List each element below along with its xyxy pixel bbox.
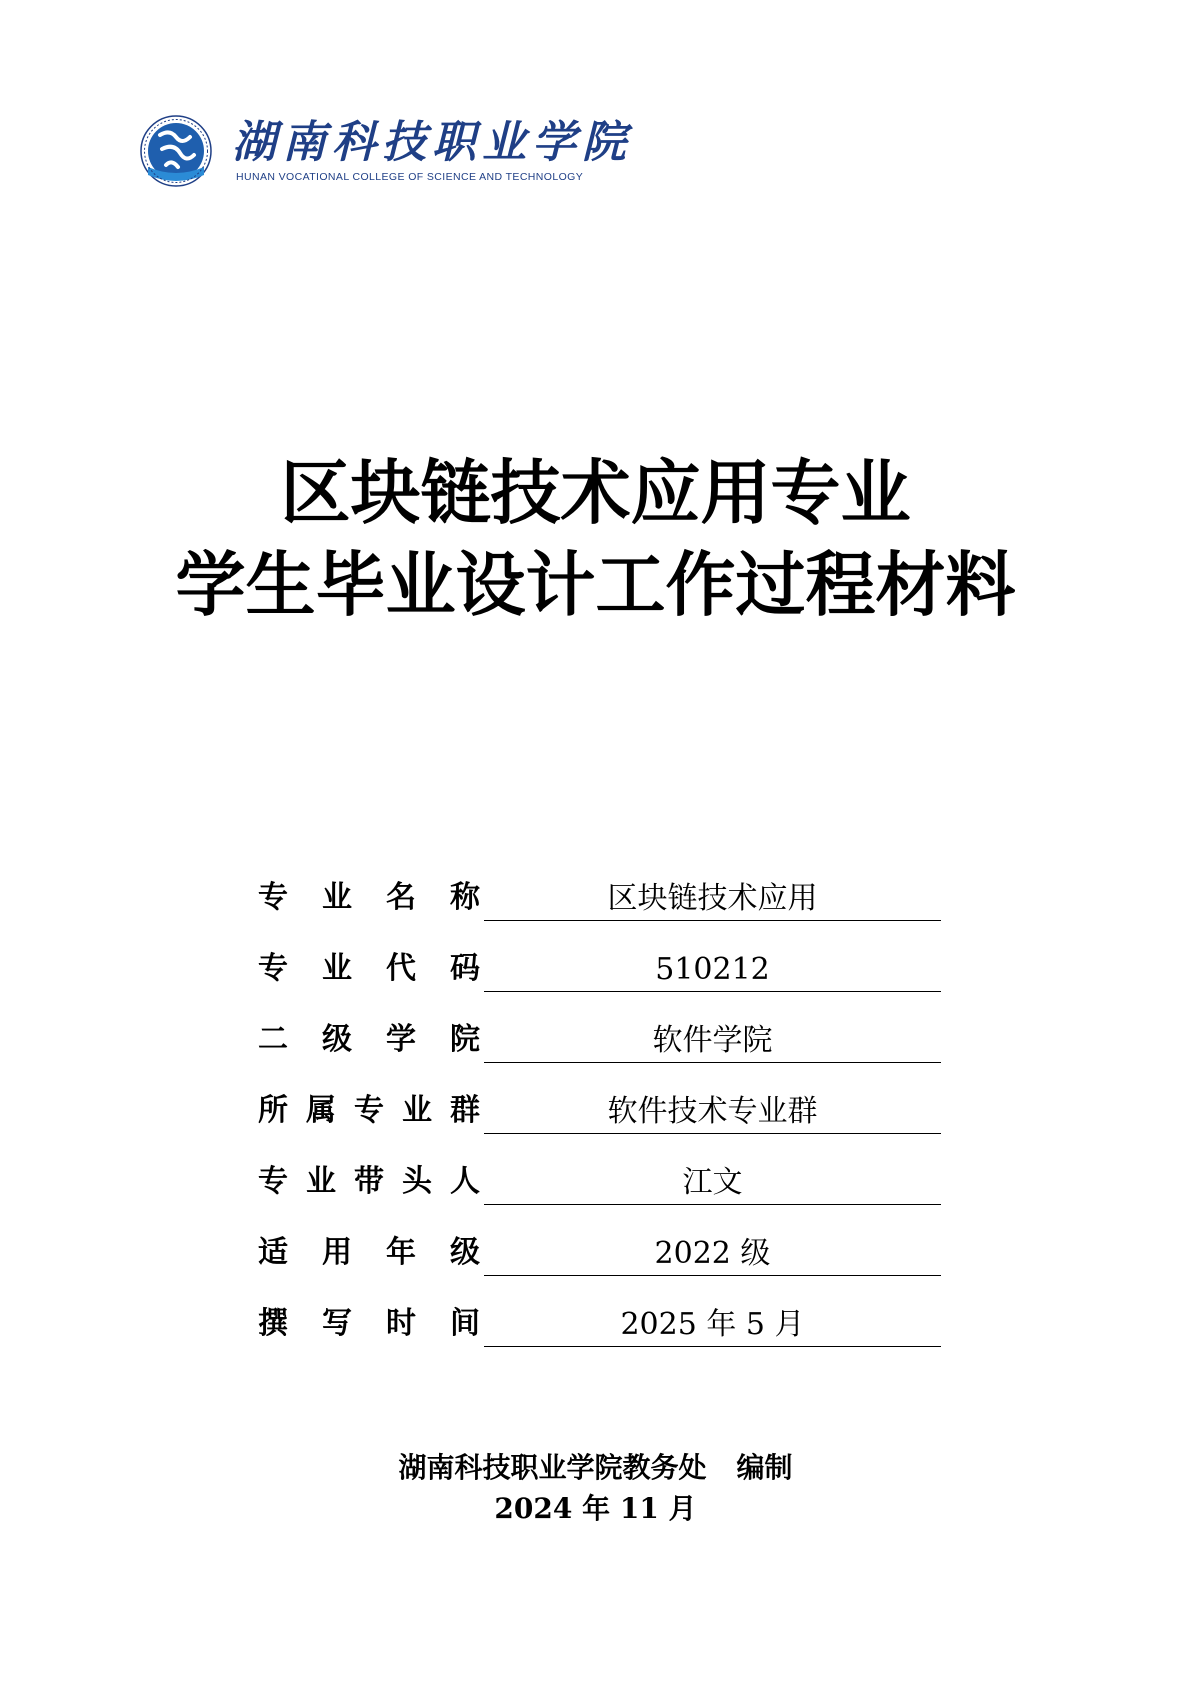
info-label-char: 专 — [258, 951, 288, 986]
info-row — [258, 1010, 948, 1081]
info-value: 区块链技术应用 — [484, 868, 941, 921]
document-title-line-1: 区块链技术应用专业 — [280, 452, 911, 534]
info-label — [258, 1089, 480, 1133]
info-label — [258, 947, 480, 991]
footer-compiler — [0, 1446, 1191, 1486]
info-label — [258, 1302, 480, 1346]
info-label — [258, 876, 480, 920]
info-label-char: 专 — [258, 1164, 288, 1199]
info-label-char: 年 — [386, 1235, 416, 1270]
info-label-char: 代 — [386, 951, 416, 986]
info-label-char: 用 — [322, 1235, 352, 1270]
footer-date: 2024 年 11 月 — [494, 1492, 697, 1525]
info-row — [258, 1081, 948, 1152]
info-label-char: 群 — [450, 1093, 480, 1128]
info-label-char: 二 — [258, 1022, 288, 1057]
info-label-char: 称 — [450, 880, 480, 915]
info-value: 软件学院 — [484, 1010, 941, 1063]
info-row — [258, 1294, 948, 1365]
info-value: 510212 — [484, 939, 941, 992]
info-label-char: 专 — [258, 880, 288, 915]
info-row — [258, 1152, 948, 1223]
info-label — [258, 1231, 480, 1275]
info-label-char: 带 — [354, 1164, 384, 1199]
info-label-char: 属 — [306, 1093, 336, 1128]
college-name-calligraphy: 湖南科技职业学院 — [232, 117, 632, 168]
info-table — [258, 868, 948, 1365]
footer-action: 编制 — [736, 1451, 793, 1484]
info-label-char: 业 — [322, 951, 352, 986]
info-label-char: 适 — [258, 1235, 288, 1270]
info-label-char: 撰 — [258, 1306, 288, 1341]
info-label-char: 名 — [386, 880, 416, 915]
info-value: 软件技术专业群 — [484, 1081, 941, 1134]
info-label — [258, 1160, 480, 1204]
college-emblem-icon — [140, 115, 212, 187]
info-label-char: 时 — [386, 1306, 416, 1341]
info-label-char: 级 — [322, 1022, 352, 1057]
info-row — [258, 1223, 948, 1294]
info-label-char: 业 — [322, 880, 352, 915]
info-label-char: 间 — [450, 1306, 480, 1341]
info-row — [258, 868, 948, 939]
info-row — [258, 939, 948, 1010]
info-label-char: 专 — [354, 1093, 384, 1128]
info-label-char: 级 — [450, 1235, 480, 1270]
info-value: 2022 级 — [484, 1223, 941, 1276]
info-label-char: 院 — [450, 1022, 480, 1057]
document-title-line-2: 学生毕业设计工作过程材料 — [175, 544, 1016, 626]
info-value: 江文 — [484, 1152, 941, 1205]
info-label-char: 所 — [258, 1093, 288, 1128]
info-label-char: 码 — [450, 951, 480, 986]
info-label-char: 学 — [386, 1022, 416, 1057]
college-english-name: HUNAN VOCATIONAL COLLEGE OF SCIENCE AND TECHNOLOGY — [236, 171, 584, 183]
info-value: 2025 年 5 月 — [484, 1294, 941, 1347]
info-label-char: 写 — [322, 1306, 352, 1341]
college-logo — [140, 115, 632, 195]
info-label-char: 头 — [402, 1164, 432, 1199]
info-label-char: 业 — [402, 1093, 432, 1128]
info-label-char: 人 — [450, 1164, 480, 1199]
info-label — [258, 1018, 480, 1062]
info-label-char: 业 — [306, 1164, 336, 1199]
footer-office: 湖南科技职业学院教务处 — [398, 1451, 707, 1484]
